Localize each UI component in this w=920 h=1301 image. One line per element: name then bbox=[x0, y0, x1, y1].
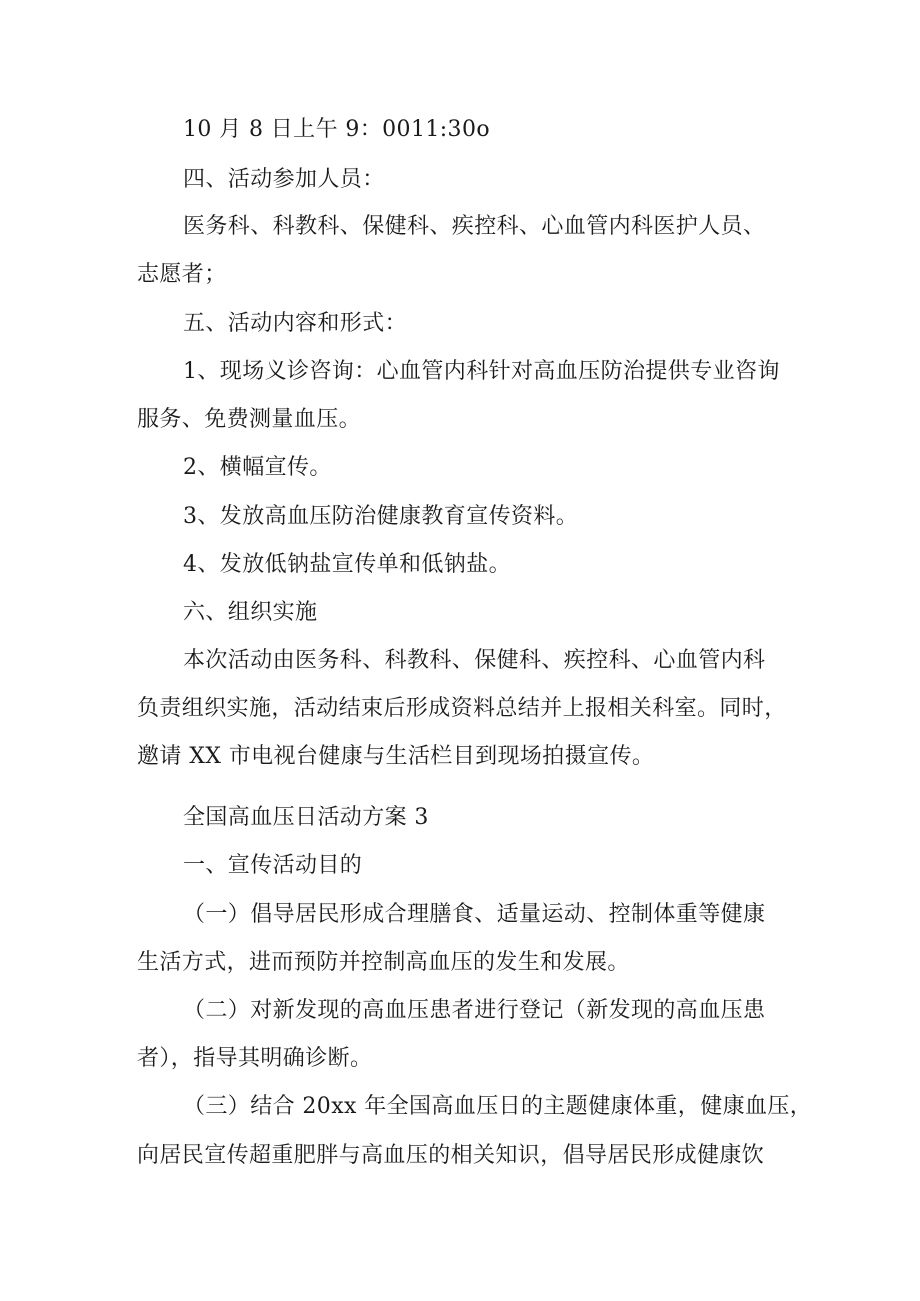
paragraph-line: （三）结合 20xx 年全国高血压日的主题健康体重，健康血压， bbox=[183, 1094, 813, 1119]
paragraph-line: （一）倡导居民形成合理膳食、适量运动、控制体重等健康 bbox=[183, 902, 766, 927]
paragraph-line: 负责组织实施，活动结束后形成资料总结并上报相关科室。同时， bbox=[137, 696, 787, 721]
list-item: 2、横幅宣传。 bbox=[183, 455, 332, 480]
paragraph-line: 志愿者； bbox=[137, 262, 227, 287]
paragraph-line: 生活方式，进而预防并控制高血压的发生和发展。 bbox=[137, 950, 630, 975]
plan-title: 全国高血压日活动方案 3 bbox=[183, 805, 429, 830]
list-item: 4、发放低钠盐宣传单和低钠盐。 bbox=[183, 552, 511, 577]
list-item: 1、现场义诊咨询：心血管内科针对高血压防治提供专业咨询 bbox=[183, 359, 780, 384]
paragraph-line: 本次活动由医务科、科教科、保健科、疾控科、心血管内科 bbox=[183, 648, 766, 673]
section-heading-content-format: 五、活动内容和形式： bbox=[183, 311, 408, 336]
section-heading-purpose: 一、宣传活动目的 bbox=[183, 853, 363, 878]
paragraph-line: 者），指导其明确诊断。 bbox=[137, 1046, 373, 1071]
paragraph-line: 邀请 XX 市电视台健康与生活栏目到现场拍摄宣传。 bbox=[137, 744, 655, 769]
list-item-continuation: 服务、免费测量血压。 bbox=[137, 407, 362, 432]
paragraph-line: （二）对新发现的高血压患者进行登记（新发现的高血压患 bbox=[183, 998, 766, 1023]
paragraph-line: 向居民宣传超重肥胖与高血压的相关知识，倡导居民形成健康饮 bbox=[137, 1143, 765, 1168]
section-heading-implementation: 六、组织实施 bbox=[183, 600, 318, 625]
paragraph-line: 医务科、科教科、保健科、疾控科、心血管内科医护人员、 bbox=[183, 214, 766, 239]
list-item: 3、发放高血压防治健康教育宣传资料。 bbox=[183, 504, 579, 529]
section-heading-participants: 四、活动参加人员： bbox=[183, 167, 385, 192]
time-line: 10 月 8 日上午 9：0011:30o bbox=[183, 117, 491, 142]
